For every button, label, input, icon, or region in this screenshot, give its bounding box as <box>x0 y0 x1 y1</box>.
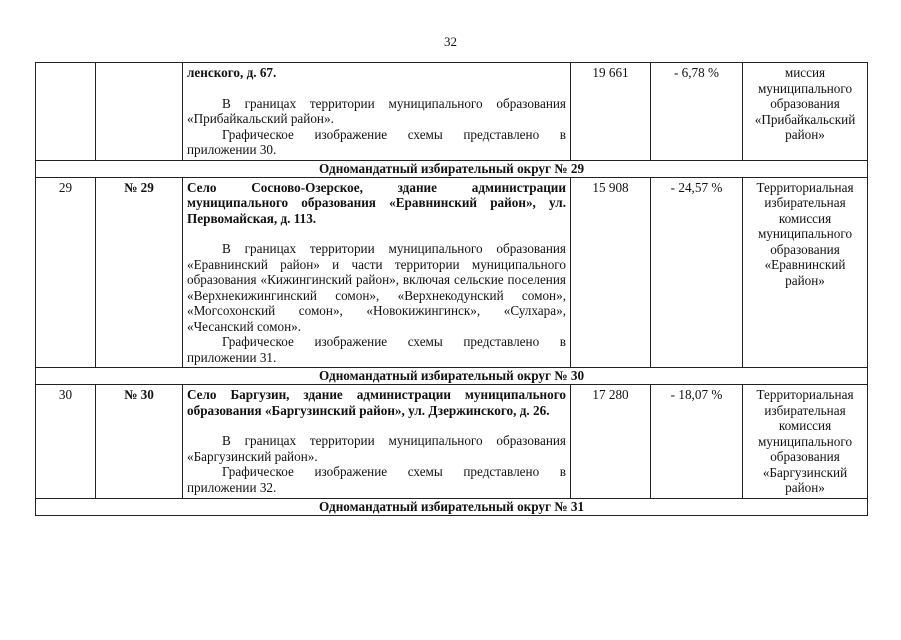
voter-count: 19 661 <box>571 63 651 161</box>
deviation-percent: - 18,07 % <box>651 385 743 499</box>
district-description <box>183 63 571 161</box>
okrug-number: № 29 <box>96 177 183 368</box>
table-row <box>36 63 868 161</box>
district-header: Одномандатный избирательный округ № 31 <box>36 498 868 515</box>
table-row <box>36 177 868 368</box>
district-scheme-note: Графическое изображение схемы представлено в приложении 31. <box>187 334 566 365</box>
district-header: Одномандатный избирательный округ № 29 <box>36 160 868 177</box>
row-number <box>36 63 96 161</box>
district-description <box>183 177 571 368</box>
deviation-percent: - 24,57 % <box>651 177 743 368</box>
district-header-row <box>36 368 868 385</box>
district-boundaries: В границах территории муниципального образования «Прибайкальский район». <box>187 95 566 126</box>
row-number: 30 <box>36 385 96 499</box>
district-description <box>183 385 571 499</box>
district-scheme-note: Графическое изображение схемы представлено в приложении 30. <box>187 126 566 157</box>
commission-name: миссия муниципального образования «Прибайкальский район» <box>743 63 868 161</box>
district-header: Одномандатный избирательный округ № 30 <box>36 368 868 385</box>
row-number: 29 <box>36 177 96 368</box>
district-boundaries: В границах территории муниципального образования «Баргузинский район». <box>187 433 566 464</box>
district-boundaries: В границах территории муниципального образования «Еравнинский район» и части территории муниципального образования «Кижингинский район», включая сельские поселения «Верхнекижингинский сомон», «Верхнекодунский сомон», «Могсохонский сомон», «Новокижингинск», «Сулхара», «Чесанский сомон». <box>187 241 566 334</box>
district-address: Село Баргузин, здание администрации муниципального образования «Баргузинский район», ул. Дзержинского, д. 26. <box>187 387 566 418</box>
table-row <box>36 385 868 499</box>
okrug-number <box>96 63 183 161</box>
commission-name: Территориальная избирательная комиссия муниципального образования «Баргузинский район» <box>743 385 868 499</box>
district-address: Село Сосново-Озерское, здание администрации муниципального образования «Еравнинский район», ул. Первомайская, д. 113. <box>187 179 566 226</box>
district-header-row <box>36 498 868 515</box>
voter-count: 15 908 <box>571 177 651 368</box>
district-address: ленского, д. 67. <box>187 65 277 80</box>
okrug-number: № 30 <box>96 385 183 499</box>
districts-table <box>35 62 868 516</box>
commission-name: Территориальная избирательная комиссия муниципального образования «Еравнинский район» <box>743 177 868 368</box>
district-header-row <box>36 160 868 177</box>
voter-count: 17 280 <box>571 385 651 499</box>
deviation-percent: - 6,78 % <box>651 63 743 161</box>
district-scheme-note: Графическое изображение схемы представлено в приложении 32. <box>187 464 566 495</box>
page-number: 32 <box>444 34 457 49</box>
